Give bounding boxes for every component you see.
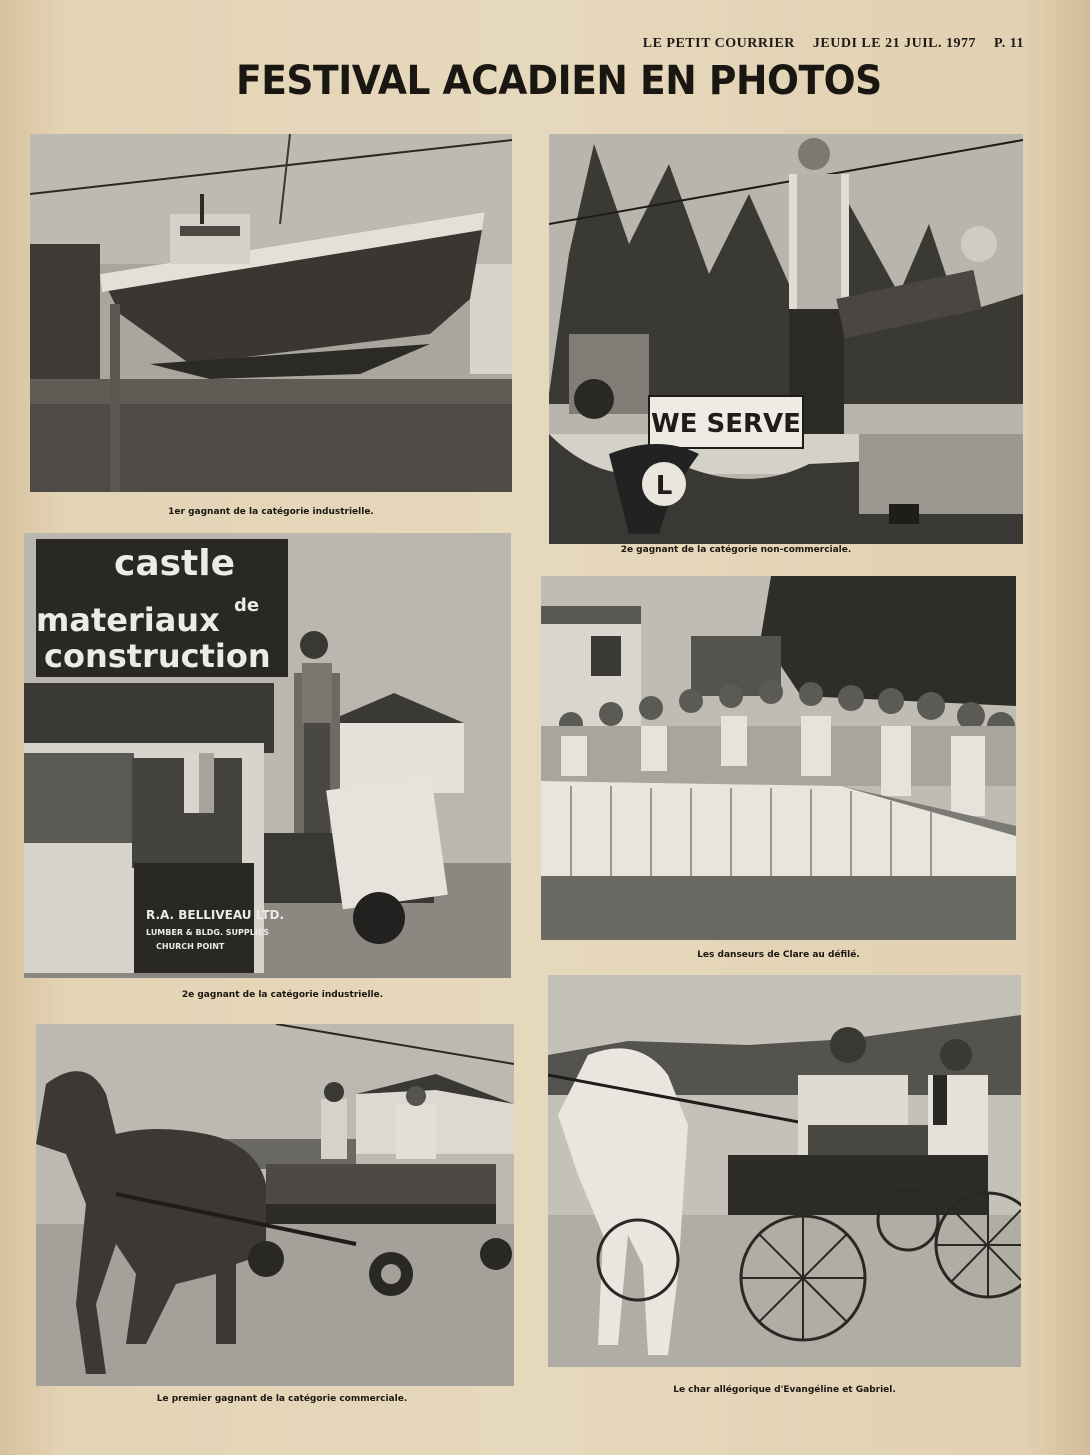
we-serve-sign: WE SERVE (651, 409, 801, 439)
carriage-photo-icon (548, 975, 1021, 1367)
photo-dancers-float (541, 576, 1016, 940)
photo-boat (30, 134, 512, 492)
truck-float-photo-icon (24, 533, 511, 978)
caption-photo-4: Les danseurs de Clare au défilé. (697, 950, 860, 960)
masthead (643, 36, 1024, 52)
dancers-float-photo-icon (541, 576, 1016, 940)
lions-float-photo-icon (549, 134, 1023, 544)
truck-door-line2: LUMBER & BLDG. SUPPLIES (146, 928, 270, 937)
castle-sign-line3: construction (44, 637, 271, 675)
paper-name: LE PETIT COURRIER (642, 36, 795, 51)
castle-sign-line2b: de (234, 595, 260, 616)
castle-sign-line1: castle (114, 543, 236, 584)
horse-wagon-photo-icon (36, 1024, 514, 1386)
lions-emblem-letter: L (655, 471, 673, 501)
photo-horse-wagon (36, 1024, 514, 1386)
castle-sign-line2: materiaux (36, 601, 220, 639)
truck-door-line1: R.A. BELLIVEAU LTD. (146, 908, 285, 922)
boat-photo-icon (30, 134, 512, 492)
caption-photo-6: Le char allégorique d'Evangéline et Gabriel. (673, 1385, 896, 1395)
caption-photo-5: Le premier gagnant de la catégorie commerciale. (156, 1394, 408, 1404)
page-headline: FESTIVAL ACADIEN EN PHOTOS (236, 58, 882, 104)
photo-lions-float (549, 134, 1023, 544)
photo-truck-float (24, 533, 511, 978)
truck-door-line3: CHURCH POINT (156, 942, 225, 951)
caption-photo-1: 1er gagnant de la catégorie industrielle. (168, 507, 374, 517)
caption-photo-3: 2e gagnant de la catégorie industrielle. (181, 990, 384, 1000)
caption-photo-2: 2e gagnant de la catégorie non-commerciale. (620, 545, 852, 555)
photo-carriage (548, 975, 1021, 1367)
page-number: P. 11 (994, 36, 1024, 51)
issue-date: JEUDI LE 21 JUIL. 1977 (812, 36, 976, 51)
